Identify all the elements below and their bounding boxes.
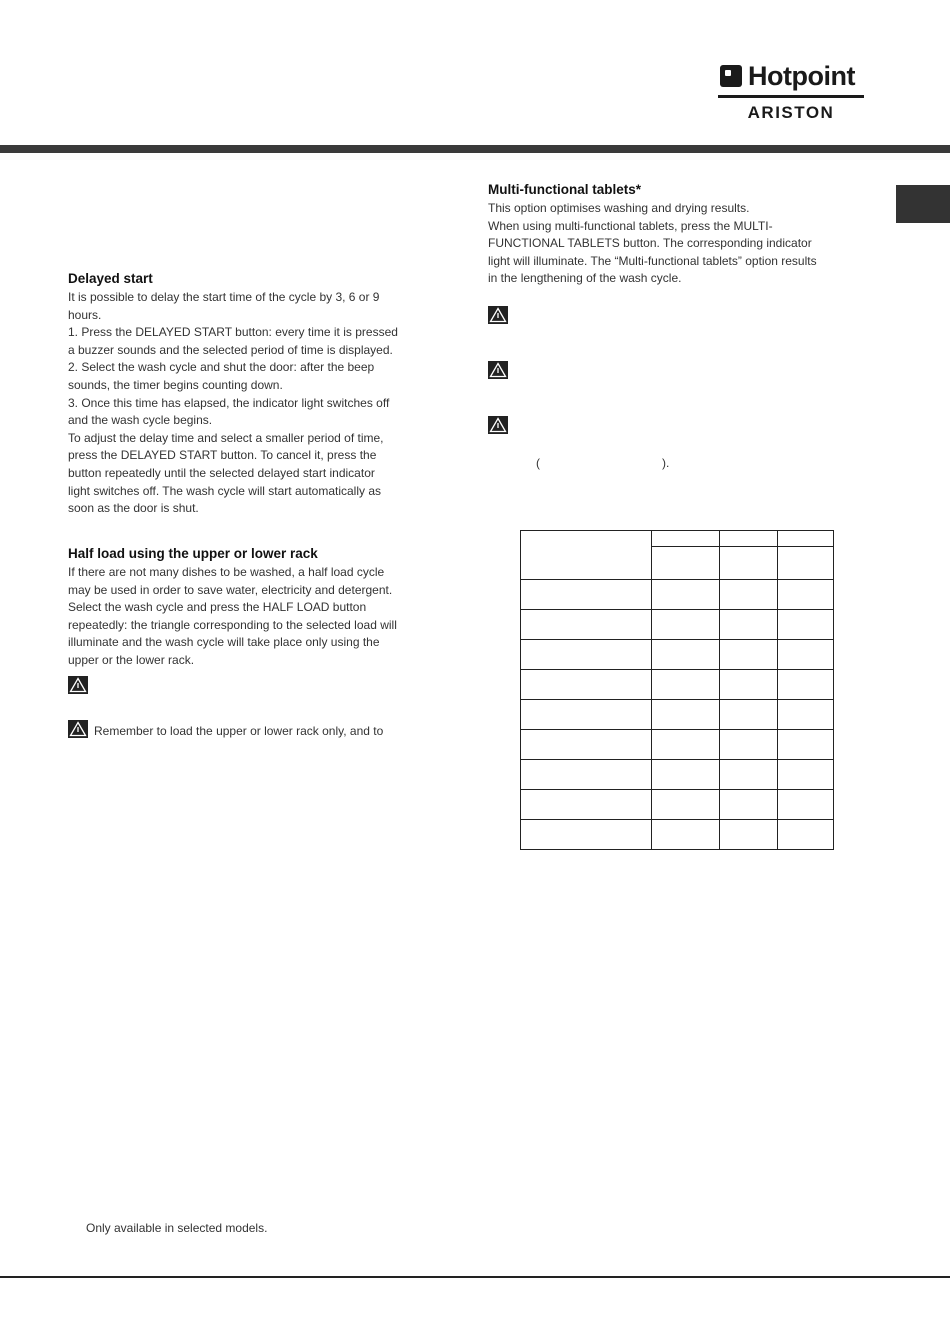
tablets-text: This option optimises washing and drying results. When using multi-functional tablets, press the MULTI- FUNCTIONAL TABLETS button. The corresponding indicator light will illuminate. The “Multi-functional tablets” option results in the lengthening of the wash cycle. [488,201,817,286]
table-cell [652,531,720,547]
half-load-heading: Half load using the upper or lower rack [68,546,318,561]
table-cell [778,760,834,790]
delayed-start-text: It is possible to delay the start time of the cycle by 3, 6 or 9 hours. 1. Press the DELAYED START button: every time it is pressed a buzzer sounds and the selected period of time is displayed. 2. Select the wash cycle and shut the door: after the beep sounds, the timer begins counting down. 3. Once this time has elapsed, the indicator light switches off and the wash cycle begins. To adjust the delay time and select a smaller period of time, press the DELAYED START button. To cancel it, press the button repeatedly until the selected delayed start indicator light switches off. The wash cycle will start automatically as soon as the door is shut. [68,290,398,516]
table-cell [521,820,652,850]
logo-divider [718,95,864,98]
table-row [521,580,834,610]
table-row [521,610,834,640]
table-row [521,820,834,850]
table-cell [778,547,834,580]
table-cell [720,820,778,850]
logo-name: Hotpoint [748,61,855,91]
table-row [521,670,834,700]
warning-triangle-icon [488,306,508,324]
table-cell [521,700,652,730]
table-row [521,531,834,547]
table-cell [652,547,720,580]
table-cell [652,820,720,850]
table-cell [778,820,834,850]
brand-logo [718,60,864,126]
table-cell [778,610,834,640]
table-cell [778,580,834,610]
footer-rule [0,1276,950,1278]
warning-triangle-icon [68,676,88,694]
table-cell [720,610,778,640]
table-cell [778,790,834,820]
table-cell [778,531,834,547]
warning-triangle-icon [488,361,508,379]
table-cell [652,760,720,790]
warning-triangle-icon [488,416,508,434]
paren-open: ( [536,456,540,470]
table-row [521,640,834,670]
table-cell [652,700,720,730]
table-cell [521,640,652,670]
table-cell [778,730,834,760]
table-cell [521,730,652,760]
table-cell [720,790,778,820]
table-cell [521,760,652,790]
header-bar [0,145,950,153]
table-cell [652,610,720,640]
table-cell [720,640,778,670]
table-cell [778,640,834,670]
logo-mark-icon [720,65,742,87]
table-row [521,730,834,760]
table-cell [521,580,652,610]
table-cell [652,670,720,700]
table-cell [521,531,652,580]
table-cell [652,730,720,760]
warning-triangle-icon [68,720,88,738]
table-cell [521,670,652,700]
table-cell [720,700,778,730]
paren-close: ). [662,456,670,470]
table-row [521,760,834,790]
table-cell [652,790,720,820]
section-tab [896,185,950,223]
table-cell [778,700,834,730]
table-cell [521,790,652,820]
footnote: Only available in selected models. [86,1221,268,1235]
table-cell [720,547,778,580]
table-cell [521,610,652,640]
delayed-start-heading: Delayed start [68,271,153,286]
table-cell [652,580,720,610]
table-cell [720,670,778,700]
half-load-text: If there are not many dishes to be washed, a half load cycle may be used in order to save water, electricity and detergent. Select the wash cycle and press the HALF LOAD button repeatedly: the triangle corresponding to the selected load will illuminate and the wash cycle will take place only using the upper or the lower rack. [68,565,397,667]
table-cell [652,640,720,670]
wash-cycle-table [520,530,834,850]
table-cell [720,580,778,610]
table-cell [778,670,834,700]
table-cell [720,531,778,547]
table-row [521,700,834,730]
tablets-heading: Multi-functional tablets* [488,182,641,197]
half-load-warning: Remember to load the upper or lower rack only, and to [94,724,384,738]
table-cell [720,760,778,790]
logo-subtitle: ARISTON [747,103,835,122]
table-cell [720,730,778,760]
table-row [521,790,834,820]
